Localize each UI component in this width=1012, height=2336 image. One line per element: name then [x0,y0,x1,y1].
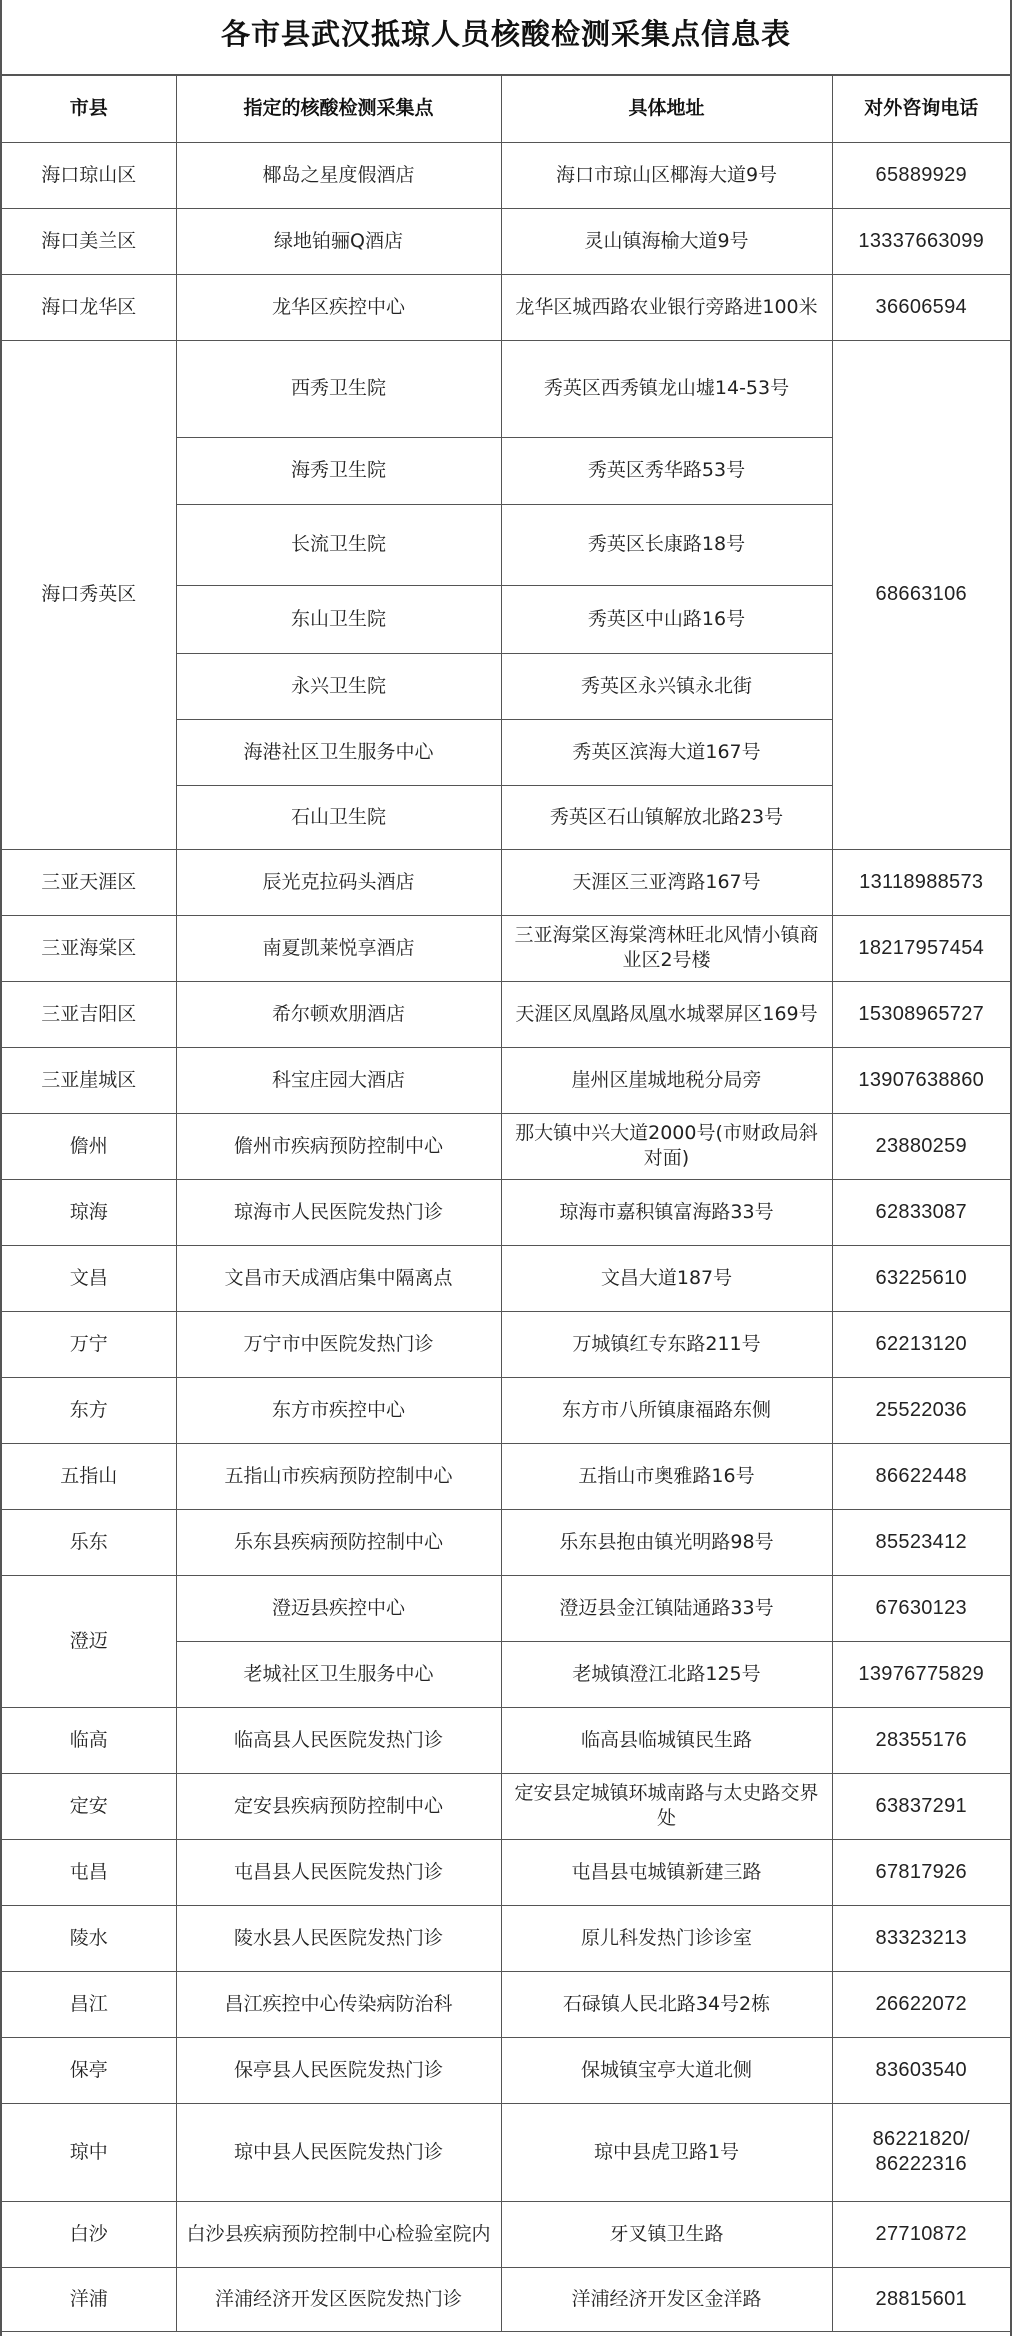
site-cell: 临高县人民医院发热门诊 [176,1707,501,1773]
phone-cell: 18217957454 [832,915,1010,981]
phone-cell: 67817926 [832,1839,1010,1905]
table-row [2,142,1010,208]
table-row [2,274,1010,340]
address-cell: 崖州区崖城地税分局旁 [501,1047,832,1113]
phone-cell: 65889929 [832,142,1010,208]
site-cell: 万宁市中医院发热门诊 [176,1311,501,1377]
address-cell: 秀英区长康路18号 [501,504,832,585]
site-cell: 五指山市疾病预防控制中心 [176,1443,501,1509]
county-cell: 白沙 [2,2201,176,2267]
county-cell: 定安 [2,1773,176,1839]
county-cell: 三亚天涯区 [2,849,176,915]
collection-point-table [2,76,1010,2332]
table-row [2,981,1010,1047]
table-row [2,1113,1010,1179]
phone-cell: 83603540 [832,2037,1010,2103]
phone-cell: 83323213 [832,1905,1010,1971]
county-cell: 屯昌 [2,1839,176,1905]
address-cell: 定安县定城镇环城南路与太史路交界处 [501,1773,832,1839]
county-cell: 陵水 [2,1905,176,1971]
county-cell: 五指山 [2,1443,176,1509]
address-cell: 秀英区滨海大道167号 [501,719,832,785]
county-cell: 海口琼山区 [2,142,176,208]
phone-cell: 67630123 [832,1575,1010,1641]
header-phone: 对外咨询电话 [832,76,1010,142]
site-cell: 文昌市天成酒店集中隔离点 [176,1245,501,1311]
site-cell: 白沙县疾病预防控制中心检验室院内 [176,2201,501,2267]
site-cell: 琼中县人民医院发热门诊 [176,2103,501,2201]
site-cell: 永兴卫生院 [176,653,501,719]
address-cell: 万城镇红专东路211号 [501,1311,832,1377]
table-row [2,1377,1010,1443]
site-cell: 椰岛之星度假酒店 [176,142,501,208]
table-row [2,2037,1010,2103]
site-cell: 东方市疾控中心 [176,1377,501,1443]
county-cell: 三亚崖城区 [2,1047,176,1113]
site-cell: 绿地铂骊Q酒店 [176,208,501,274]
address-cell: 天涯区凤凰路凤凰水城翠屏区169号 [501,981,832,1047]
site-cell: 保亭县人民医院发热门诊 [176,2037,501,2103]
address-cell: 原儿科发热门诊诊室 [501,1905,832,1971]
county-cell: 文昌 [2,1245,176,1311]
address-cell: 澄迈县金江镇陆通路33号 [501,1575,832,1641]
phone-cell: 36606594 [832,274,1010,340]
address-cell: 五指山市奥雅路16号 [501,1443,832,1509]
county-cell: 琼中 [2,2103,176,2201]
site-cell: 希尔顿欢朋酒店 [176,981,501,1047]
address-cell: 保城镇宝亭大道北侧 [501,2037,832,2103]
address-cell: 龙华区城西路农业银行旁路进100米 [501,274,832,340]
address-cell: 屯昌县屯城镇新建三路 [501,1839,832,1905]
site-cell: 西秀卫生院 [176,340,501,437]
address-cell: 洋浦经济开发区金洋路 [501,2267,832,2331]
phone-cell: 28355176 [832,1707,1010,1773]
site-cell: 澄迈县疾控中心 [176,1575,501,1641]
table-row [2,2201,1010,2267]
address-cell: 琼中县虎卫路1号 [501,2103,832,2201]
table-row [2,1839,1010,1905]
site-cell: 南夏凯莱悦享酒店 [176,915,501,981]
phone-cell: 23880259 [832,1113,1010,1179]
table-row [2,1971,1010,2037]
phone-cell: 13337663099 [832,208,1010,274]
site-cell: 海秀卫生院 [176,437,501,504]
phone-cell: 63837291 [832,1773,1010,1839]
table-row [2,1047,1010,1113]
phone-cell: 62833087 [832,1179,1010,1245]
address-cell: 海口市琼山区椰海大道9号 [501,142,832,208]
county-cell: 琼海 [2,1179,176,1245]
address-cell: 灵山镇海榆大道9号 [501,208,832,274]
header-county: 市县 [2,76,176,142]
county-cell: 东方 [2,1377,176,1443]
phone-cell: 85523412 [832,1509,1010,1575]
county-cell: 海口龙华区 [2,274,176,340]
address-cell: 文昌大道187号 [501,1245,832,1311]
table-row [2,1179,1010,1245]
table-row [2,1575,1010,1641]
county-cell: 三亚海棠区 [2,915,176,981]
address-cell: 临高县临城镇民生路 [501,1707,832,1773]
site-cell: 龙华区疾控中心 [176,274,501,340]
address-cell: 那大镇中兴大道2000号(市财政局斜对面) [501,1113,832,1179]
county-cell: 保亭 [2,2037,176,2103]
site-cell: 陵水县人民医院发热门诊 [176,1905,501,1971]
address-cell: 三亚海棠区海棠湾林旺北风情小镇商业区2号楼 [501,915,832,981]
phone-cell: 62213120 [832,1311,1010,1377]
county-cell: 洋浦 [2,2267,176,2331]
county-cell: 乐东 [2,1509,176,1575]
table-row [2,340,1010,437]
phone-cell: 25522036 [832,1377,1010,1443]
site-cell: 儋州市疾病预防控制中心 [176,1113,501,1179]
phone-cell: 13907638860 [832,1047,1010,1113]
table-row [2,1311,1010,1377]
phone-cell: 28815601 [832,2267,1010,2331]
address-cell: 乐东县抱由镇光明路98号 [501,1509,832,1575]
phone-cell: 26622072 [832,1971,1010,2037]
table-row [2,1905,1010,1971]
county-cell: 澄迈 [2,1575,176,1707]
table-row [2,1773,1010,1839]
phone-cell: 63225610 [832,1245,1010,1311]
table-row [2,1443,1010,1509]
county-cell: 临高 [2,1707,176,1773]
site-cell: 长流卫生院 [176,504,501,585]
table-row [2,1509,1010,1575]
site-cell: 科宝庄园大酒店 [176,1047,501,1113]
site-cell: 昌江疾控中心传染病防治科 [176,1971,501,2037]
county-cell: 昌江 [2,1971,176,2037]
phone-cell: 27710872 [832,2201,1010,2267]
county-cell: 三亚吉阳区 [2,981,176,1047]
county-cell: 儋州 [2,1113,176,1179]
table-row [2,915,1010,981]
table-header-row [2,76,1010,142]
phone-cell: 13118988573 [832,849,1010,915]
table-row [2,849,1010,915]
phone-cell: 86622448 [832,1443,1010,1509]
site-cell: 东山卫生院 [176,585,501,653]
site-cell: 洋浦经济开发区医院发热门诊 [176,2267,501,2331]
county-cell: 海口秀英区 [2,340,176,849]
site-cell: 琼海市人民医院发热门诊 [176,1179,501,1245]
address-cell: 秀英区永兴镇永北街 [501,653,832,719]
site-cell: 辰光克拉码头酒店 [176,849,501,915]
sheet-title: 各市县武汉抵琼人员核酸检测采集点信息表 [2,0,1010,76]
address-cell: 东方市八所镇康福路东侧 [501,1377,832,1443]
table-body [2,142,1010,2331]
address-cell: 琼海市嘉积镇富海路33号 [501,1179,832,1245]
site-cell: 海港社区卫生服务中心 [176,719,501,785]
address-cell: 天涯区三亚湾路167号 [501,849,832,915]
address-cell: 牙叉镇卫生路 [501,2201,832,2267]
table-row [2,2103,1010,2201]
address-cell: 秀英区秀华路53号 [501,437,832,504]
table-row [2,208,1010,274]
address-cell: 秀英区中山路16号 [501,585,832,653]
address-cell: 老城镇澄江北路125号 [501,1641,832,1707]
table-row [2,1707,1010,1773]
site-cell: 石山卫生院 [176,785,501,849]
address-cell: 秀英区西秀镇龙山墟14-53号 [501,340,832,437]
address-cell: 石碌镇人民北路34号2栋 [501,1971,832,2037]
phone-cell: 15308965727 [832,981,1010,1047]
site-cell: 定安县疾病预防控制中心 [176,1773,501,1839]
site-cell: 老城社区卫生服务中心 [176,1641,501,1707]
table-row [2,1245,1010,1311]
header-site: 指定的核酸检测采集点 [176,76,501,142]
table-row [2,2267,1010,2331]
site-cell: 乐东县疾病预防控制中心 [176,1509,501,1575]
header-address: 具体地址 [501,76,832,142]
phone-cell: 13976775829 [832,1641,1010,1707]
site-cell: 屯昌县人民医院发热门诊 [176,1839,501,1905]
phone-cell: 68663106 [832,340,1010,849]
county-cell: 万宁 [2,1311,176,1377]
county-cell: 海口美兰区 [2,208,176,274]
address-cell: 秀英区石山镇解放北路23号 [501,785,832,849]
phone-cell: 86221820/ 86222316 [832,2103,1010,2201]
